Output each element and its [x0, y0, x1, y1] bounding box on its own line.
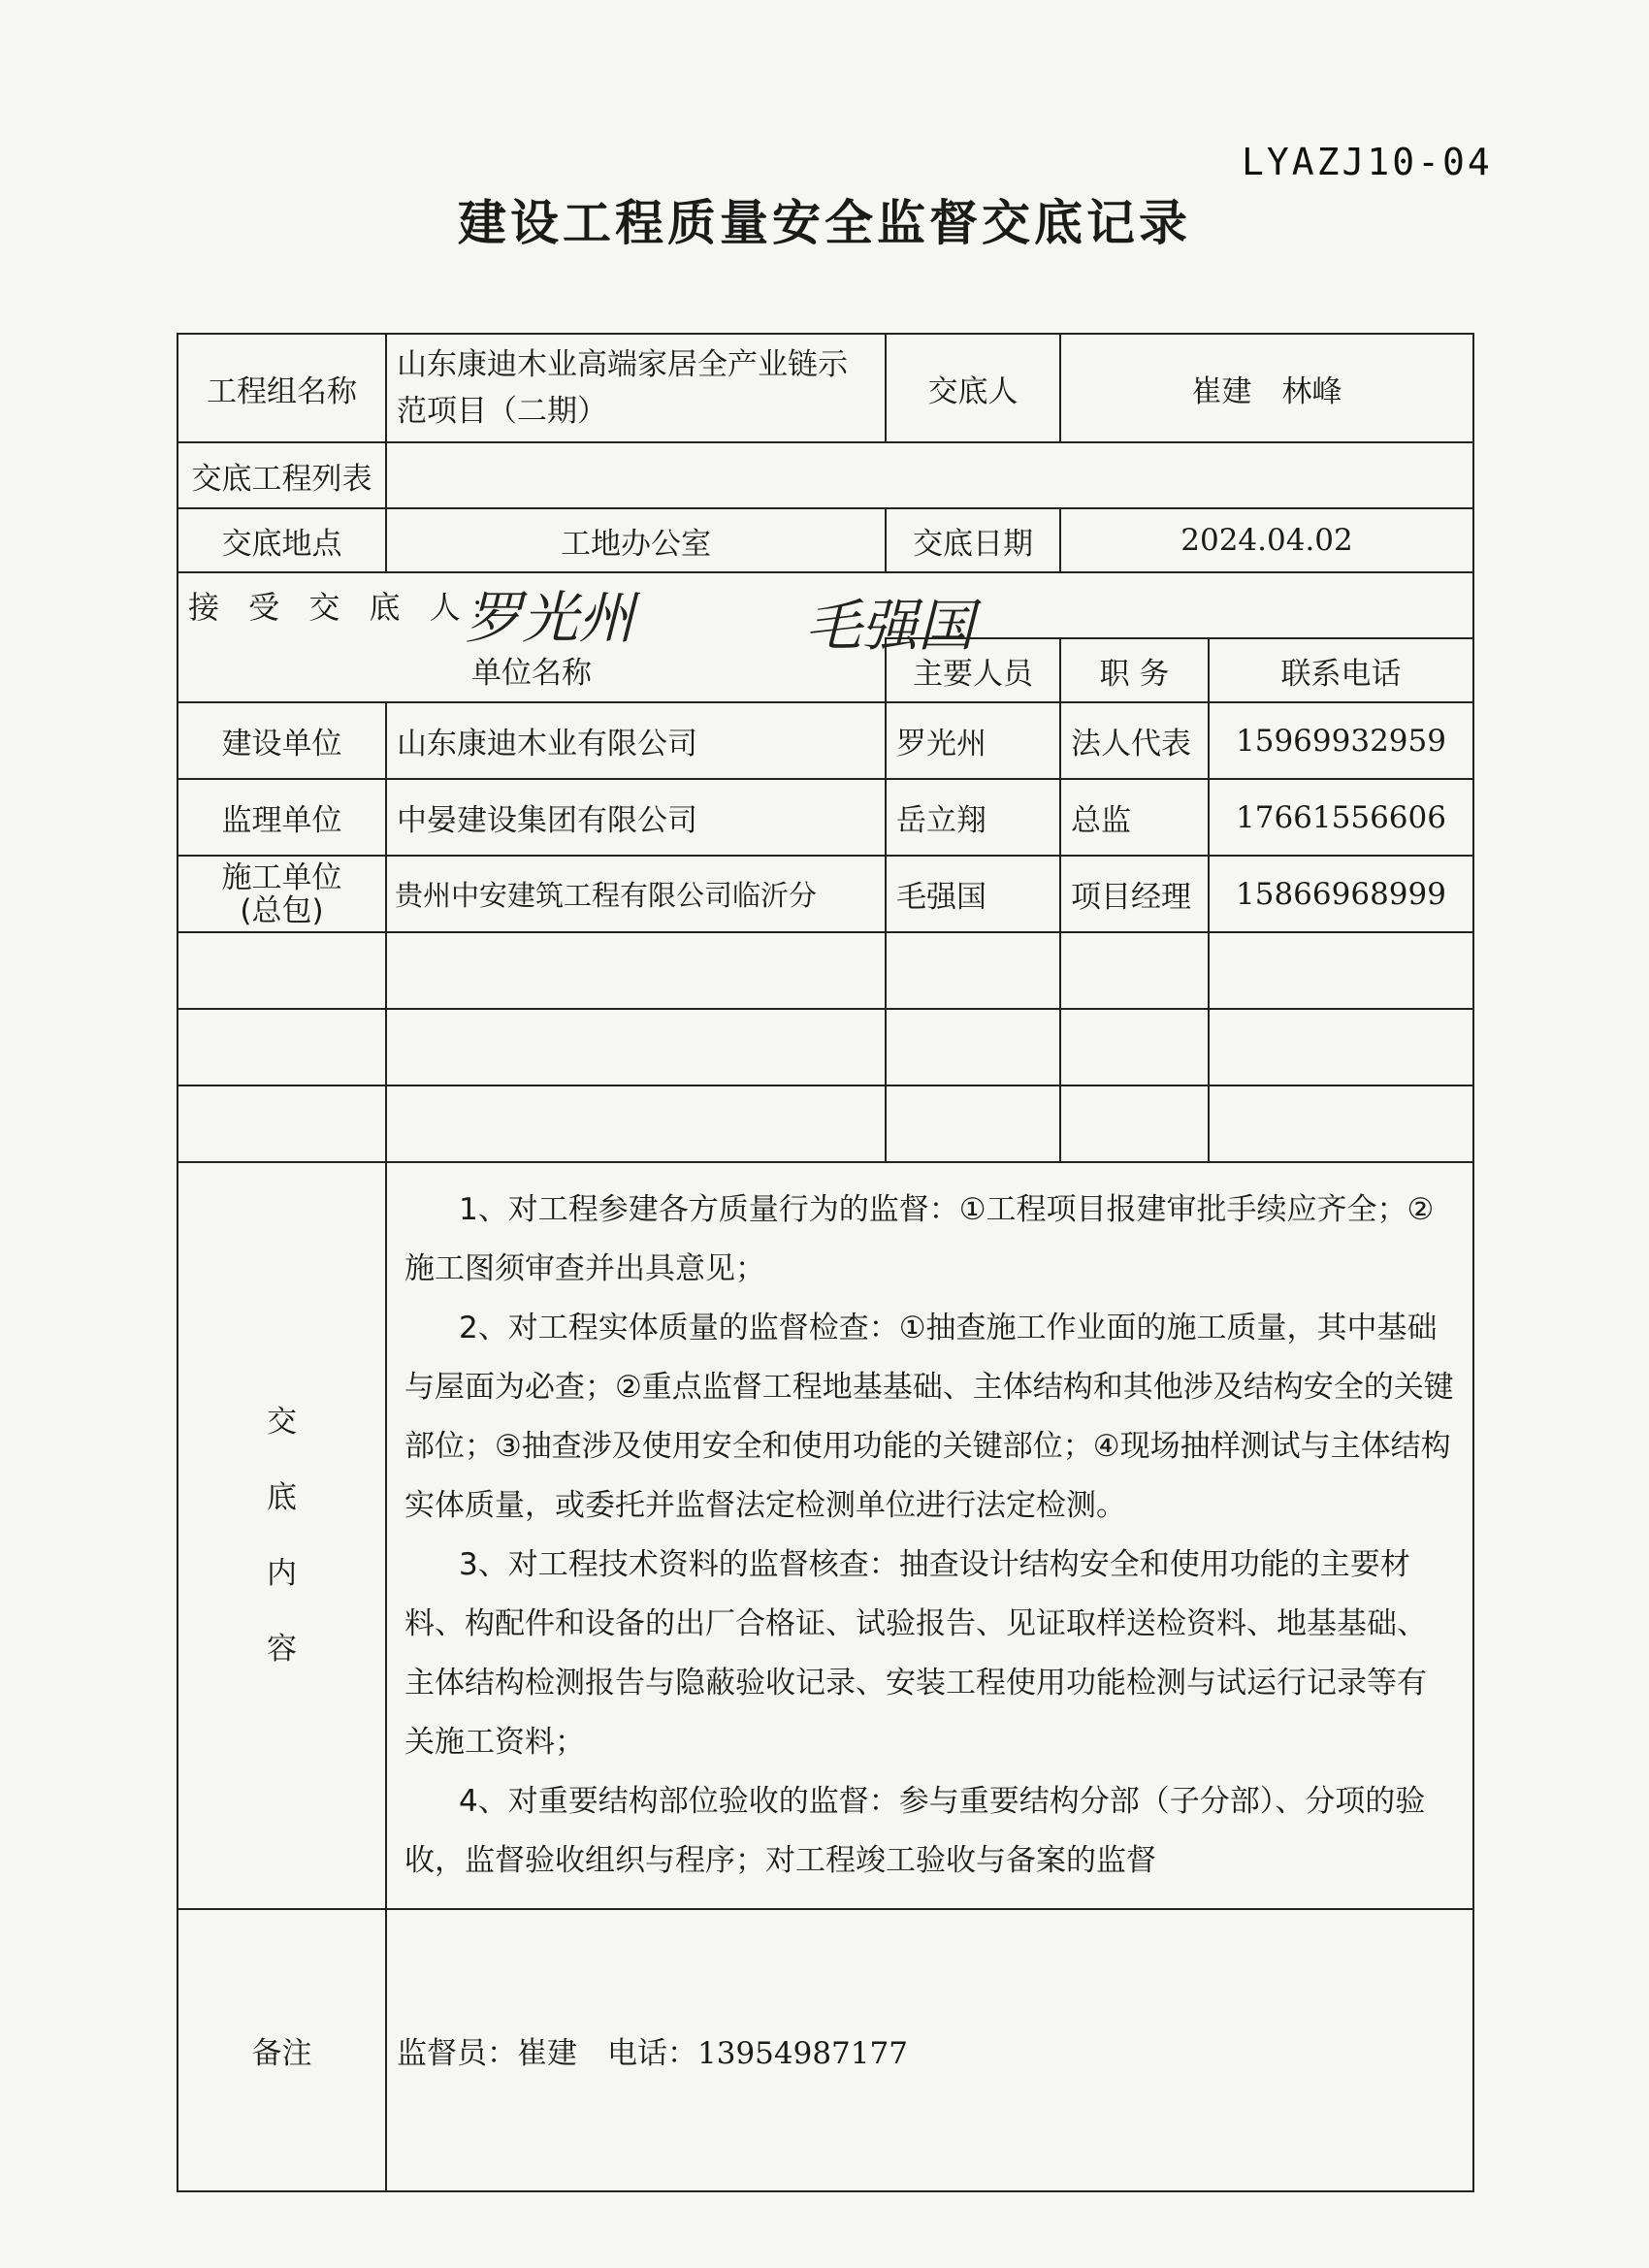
- content-row: [178, 1162, 1473, 1909]
- unit-row: [178, 779, 1473, 856]
- unit-row: [178, 856, 1473, 932]
- signature-receiver-1: 罗光州: [466, 585, 635, 651]
- page-title: 建设工程质量安全监督交底记录: [458, 195, 1191, 251]
- unit-type-line2: (总包): [240, 892, 324, 928]
- empty-unit-row: [178, 1009, 1473, 1085]
- empty-unit-row: [178, 932, 1473, 1009]
- project-name-label: 工程组名称: [178, 334, 386, 442]
- project-list-row: [178, 442, 1473, 508]
- unit-type: 监理单位: [178, 779, 386, 856]
- unit-role: 项目经理: [1060, 856, 1209, 932]
- content-label: [178, 1162, 386, 1909]
- remark-value: 监督员：崔建 电话：13954987177: [386, 1909, 1473, 2191]
- header-unit-name: 单位名称: [178, 638, 886, 702]
- unit-name: 中晏建设集团有限公司: [386, 779, 886, 856]
- receiver-label: 接 受 交 底 人：: [188, 589, 511, 626]
- unit-phone: 15969932959: [1209, 702, 1473, 779]
- unit-type: [178, 856, 386, 932]
- content-paragraph: 3、对工程技术资料的监督核查：抽查设计结构安全和使用功能的主要材料、构配件和设备的出厂合格证、试验报告、见证取样送检资料、地基基础、主体结构检测报告与隐蔽验收记录、安装工程使用功能检测与试运行记录等有关施工资料；: [404, 1547, 1427, 1760]
- signature-receiver-2: 毛强国: [805, 593, 975, 659]
- location-value: 工地办公室: [386, 508, 886, 572]
- header-role: 职 务: [1060, 638, 1209, 702]
- presenter-value: 崔建 林峰: [1060, 334, 1473, 442]
- unit-person: 罗光州: [886, 702, 1060, 779]
- header-phone: 联系电话: [1209, 638, 1473, 702]
- remark-row: [178, 1909, 1473, 2191]
- presenter-label: 交底人: [886, 334, 1060, 442]
- content-paragraph: 1、对工程参建各方质量行为的监督：①工程项目报建审批手续应齐全；②施工图须审查并出具意见；: [404, 1192, 1435, 1286]
- date-label: 交底日期: [886, 508, 1060, 572]
- unit-phone: 15866968999: [1209, 856, 1473, 932]
- project-row: [178, 334, 1473, 442]
- unit-name: 贵州中安建筑工程有限公司临沂分: [386, 856, 886, 932]
- content-label-char: 容: [267, 1632, 297, 1667]
- remark-label: 备注: [178, 1909, 386, 2191]
- date-value: 2024.04.02: [1060, 508, 1473, 572]
- project-name-value: 山东康迪木业高端家居全产业链示范项目（二期）: [386, 334, 886, 442]
- content-paragraph: 2、对工程实体质量的监督检查：①抽查施工作业面的施工质量，其中基础与屋面为必查；②重点监督工程地基基础、主体结构和其他涉及结构安全的关键部位；③抽查涉及使用安全和使用功能的关键部位；④现场抽样测试与主体结构实体质量，或委托并监督法定检测单位进行法定检测。: [404, 1311, 1454, 1523]
- content-label-char: 底: [267, 1480, 297, 1515]
- unit-row: [178, 702, 1473, 779]
- unit-role: 总监: [1060, 779, 1209, 856]
- project-list-label: 交底工程列表: [178, 442, 386, 508]
- location-label: 交底地点: [178, 508, 386, 572]
- unit-person: 岳立翔: [886, 779, 1060, 856]
- unit-role: 法人代表: [1060, 702, 1209, 779]
- project-list-value: [386, 442, 1473, 508]
- unit-name: 山东康迪木业有限公司: [386, 702, 886, 779]
- location-row: [178, 508, 1473, 572]
- content-label-char: 内: [267, 1556, 297, 1591]
- unit-phone: 17661556606: [1209, 779, 1473, 856]
- content-label-char: 交: [267, 1405, 297, 1440]
- empty-unit-row: [178, 1085, 1473, 1162]
- unit-type-line1: 施工单位: [221, 859, 342, 895]
- unit-type: 建设单位: [178, 702, 386, 779]
- unit-person: 毛强国: [886, 856, 1060, 932]
- header-main-person: 主要人员: [886, 638, 1060, 702]
- document-code: LYAZJ10-04: [1242, 141, 1493, 183]
- content-paragraph: 4、对重要结构部位验收的监督：参与重要结构分部（子分部）、分项的验收，监督验收组织与程序；对工程竣工验收与备案的监督: [404, 1784, 1426, 1878]
- content-body: [386, 1162, 1473, 1909]
